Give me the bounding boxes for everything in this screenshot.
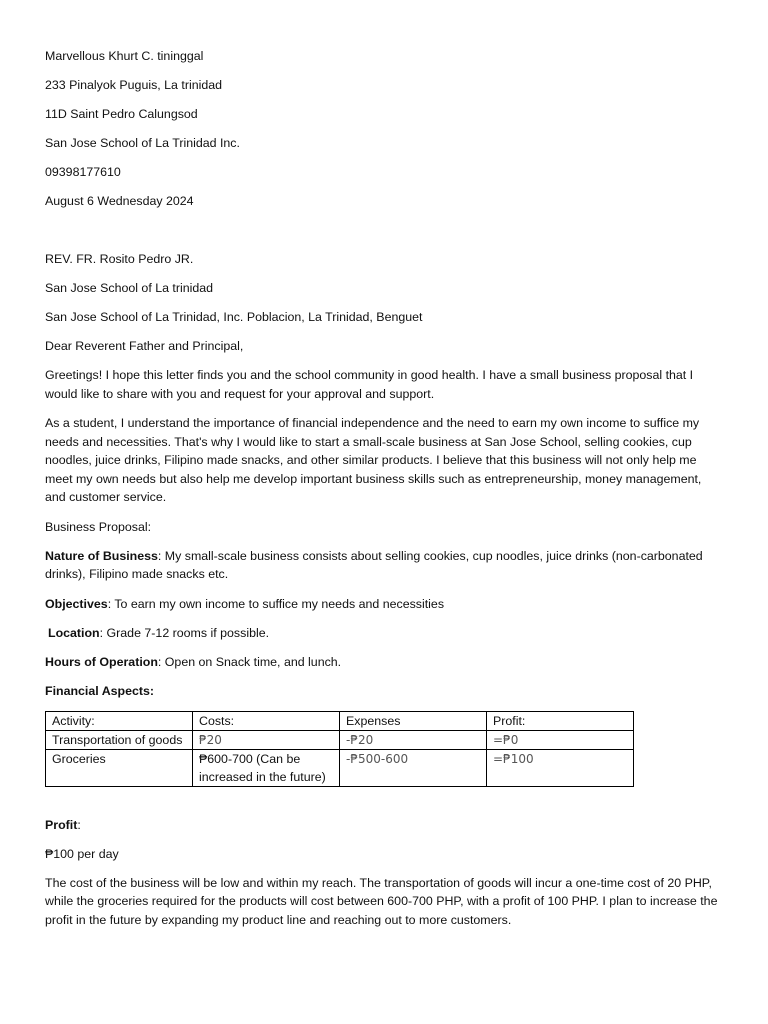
objectives-text: : To earn my own income to suffice my needs and necessities	[107, 596, 445, 611]
hours-text: : Open on Snack time, and lunch.	[157, 654, 342, 669]
financial-label: Financial Aspects:	[45, 683, 155, 698]
proposal-heading: Business Proposal:	[45, 519, 152, 534]
table-cell: =₱100	[487, 749, 634, 786]
sender-address: 233 Pinalyok Puguis, La trinidad	[45, 78, 223, 92]
sender-school: San Jose School of La Trinidad Inc.	[45, 136, 240, 150]
intro-paragraph: As a student, I understand the importance of financial independence and the need to earn my own income to suffice my needs and necessities. That's why I would like to start a small-scale business at San Jose School, selling cookies, cup noodles, juice drinks, Filipino made snacks, and other similar products. I believe that this business will not only help me meet my own needs but also help me develop important business skills such as entrepreneurship, money management, and customer service.	[45, 416, 702, 504]
sender-section: 11D Saint Pedro Calungsod	[45, 107, 198, 121]
location-label: Location	[48, 625, 100, 640]
recipient-address: San Jose School of La Trinidad, Inc. Poblacion, La Trinidad, Benguet	[45, 310, 423, 324]
sender-name: Marvellous Khurt C. tininggal	[45, 49, 204, 63]
table-cell: Transportation of goods	[46, 730, 193, 749]
hours-label: Hours of Operation	[45, 654, 158, 669]
table-cell: -₱20	[340, 730, 487, 749]
profit-label: Profit	[45, 817, 78, 832]
table-header-cell: Expenses	[340, 711, 487, 730]
table-cell: -₱500-600	[340, 749, 487, 786]
recipient-name: REV. FR. Rosito Pedro JR.	[45, 252, 194, 266]
table-cell: ₱600-700 (Can be increased in the future)	[193, 749, 340, 786]
salutation: Dear Reverent Father and Principal,	[45, 339, 244, 353]
table-cell: Groceries	[46, 749, 193, 786]
table-header-cell: Activity:	[46, 711, 193, 730]
table-header-row	[46, 711, 634, 730]
table-cell: ₱20	[193, 730, 340, 749]
sender-phone: 09398177610	[45, 165, 121, 179]
profit-heading: Profit:	[45, 817, 81, 832]
greeting-paragraph: Greetings! I hope this letter finds you and the school community in good health. I have a small business proposal that I would like to share with you and request for your approval and support.	[45, 368, 694, 401]
letter-date: August 6 Wednesday 2024	[45, 194, 194, 208]
nature-of-business	[45, 547, 725, 584]
nature-label: Nature of Business	[45, 548, 158, 563]
objectives-label: Objectives	[45, 596, 108, 611]
hours-of-operation	[45, 653, 725, 671]
location-text: : Grade 7-12 rooms if possible.	[99, 625, 270, 640]
table-row	[46, 749, 634, 786]
table-row	[46, 730, 634, 749]
recipient-school: San Jose School of La trinidad	[45, 281, 214, 295]
financial-table	[45, 711, 634, 787]
location	[45, 624, 725, 642]
table-header-cell: Costs:	[193, 711, 340, 730]
financial-aspects-heading	[45, 682, 725, 700]
table-cell: =₱0	[487, 730, 634, 749]
blank-line	[45, 798, 725, 816]
profit-value: ₱100 per day	[45, 846, 119, 861]
nature-text: : My small-scale business consists about selling cookies, cup noodles, juice drinks (non-carbonated drinks), Filipino made snacks etc.	[45, 548, 703, 581]
objectives	[45, 595, 725, 613]
letter-body	[45, 47, 725, 940]
blank-line	[45, 221, 725, 250]
table-header-cell: Profit:	[487, 711, 634, 730]
closing-paragraph: The cost of the business will be low and within my reach. The transportation of goods will incur a one-time cost of 20 PHP, while the groceries required for the products will cost between 600-700 PHP, with a profit of 100 PHP. I plan to increase the profit in the future by expanding my product line and reaching out to more customers.	[45, 875, 718, 927]
